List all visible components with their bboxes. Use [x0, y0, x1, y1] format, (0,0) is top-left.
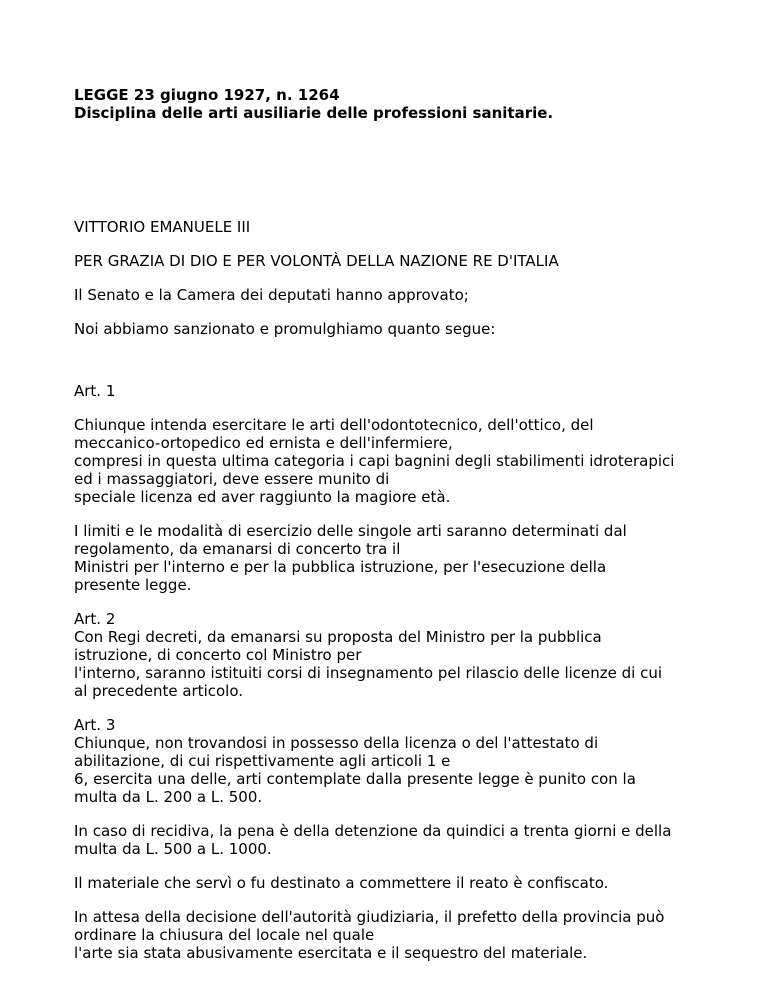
- article-3-title: Art. 3: [74, 716, 116, 734]
- text-line: In attesa della decisione dell'autorità giudiziaria, il prefetto della provincia può: [74, 908, 665, 926]
- text-line: speciale licenza ed aver raggiunto la magiore età.: [74, 488, 451, 506]
- text-line: Con Regi decreti, da emanarsi su proposta del Ministro per la pubblica: [74, 628, 602, 646]
- senate-approval: Il Senato e la Camera dei deputati hanno approvato;: [74, 286, 469, 304]
- text-line: In caso di recidiva, la pena è della detenzione da quindici a trenta giorni e della: [74, 822, 672, 840]
- article-2-title: Art. 2: [74, 610, 116, 628]
- article-1-title: Art. 1: [74, 382, 116, 400]
- text-line: compresi in questa ultima categoria i capi bagnini degli stabilimenti idroterapici: [74, 452, 675, 470]
- article-3: [74, 716, 754, 806]
- article-3-paragraph-4: [74, 908, 754, 962]
- text-line: meccanico-ortopedico ed ernista e dell'infermiere,: [74, 434, 453, 452]
- article-1-paragraph-2: [74, 522, 754, 594]
- text-line: Ministri per l'interno e per la pubblica istruzione, per l'esecuzione della: [74, 558, 607, 576]
- law-subtitle: Disciplina delle arti ausiliarie delle professioni sanitarie.: [74, 104, 554, 122]
- law-title: LEGGE 23 giugno 1927, n. 1264: [74, 86, 340, 104]
- article-3-paragraph-3: [74, 874, 754, 892]
- text-line: I limiti e le modalità di esercizio delle singole arti saranno determinati dal: [74, 522, 627, 540]
- text-line: presente legge.: [74, 576, 192, 594]
- article-3-paragraph-2: [74, 822, 754, 858]
- text-line: multa da L. 200 a L. 500.: [74, 788, 263, 806]
- promulgation: Noi abbiamo sanzionato e promulghiamo quanto segue:: [74, 320, 496, 338]
- text-line: al precedente articolo.: [74, 682, 244, 700]
- spacer: [74, 354, 754, 382]
- text-line: ed i massaggiatori, deve essere munito di: [74, 470, 390, 488]
- article-2: [74, 610, 754, 700]
- text-line: multa da L. 500 a L. 1000.: [74, 840, 272, 858]
- text-line: Chiunque, non trovandosi in possesso della licenza o del l'attestato di: [74, 734, 599, 752]
- text-line: ordinare la chiusura del locale nel quale: [74, 926, 375, 944]
- text-line: istruzione, di concerto col Ministro per: [74, 646, 362, 664]
- article-1-paragraph-1: [74, 416, 754, 506]
- text-line: Il materiale che servì o fu destinato a commettere il reato è confiscato.: [74, 874, 609, 892]
- king-grace: PER GRAZIA DI DIO E PER VOLONTÀ DELLA NAZIONE RE D'ITALIA: [74, 252, 559, 270]
- document-heading: [74, 86, 553, 122]
- text-line: regolamento, da emanarsi di concerto tra il: [74, 540, 401, 558]
- text-line: 6, esercita una delle, arti contemplate dalla presente legge è punito con la: [74, 770, 636, 788]
- text-line: abilitazione, di cui rispettivamente agli articoli 1 e: [74, 752, 451, 770]
- king-name: VITTORIO EMANUELE III: [74, 218, 251, 236]
- text-line: l'arte sia stata abusivamente esercitata e il sequestro del materiale.: [74, 944, 588, 962]
- text-line: l'interno, saranno istituiti corsi di insegnamento pel rilascio delle licenze di cui: [74, 664, 663, 682]
- document-body: [74, 218, 754, 978]
- text-line: Chiunque intenda esercitare le arti dell'odontotecnico, dell'ottico, del: [74, 416, 594, 434]
